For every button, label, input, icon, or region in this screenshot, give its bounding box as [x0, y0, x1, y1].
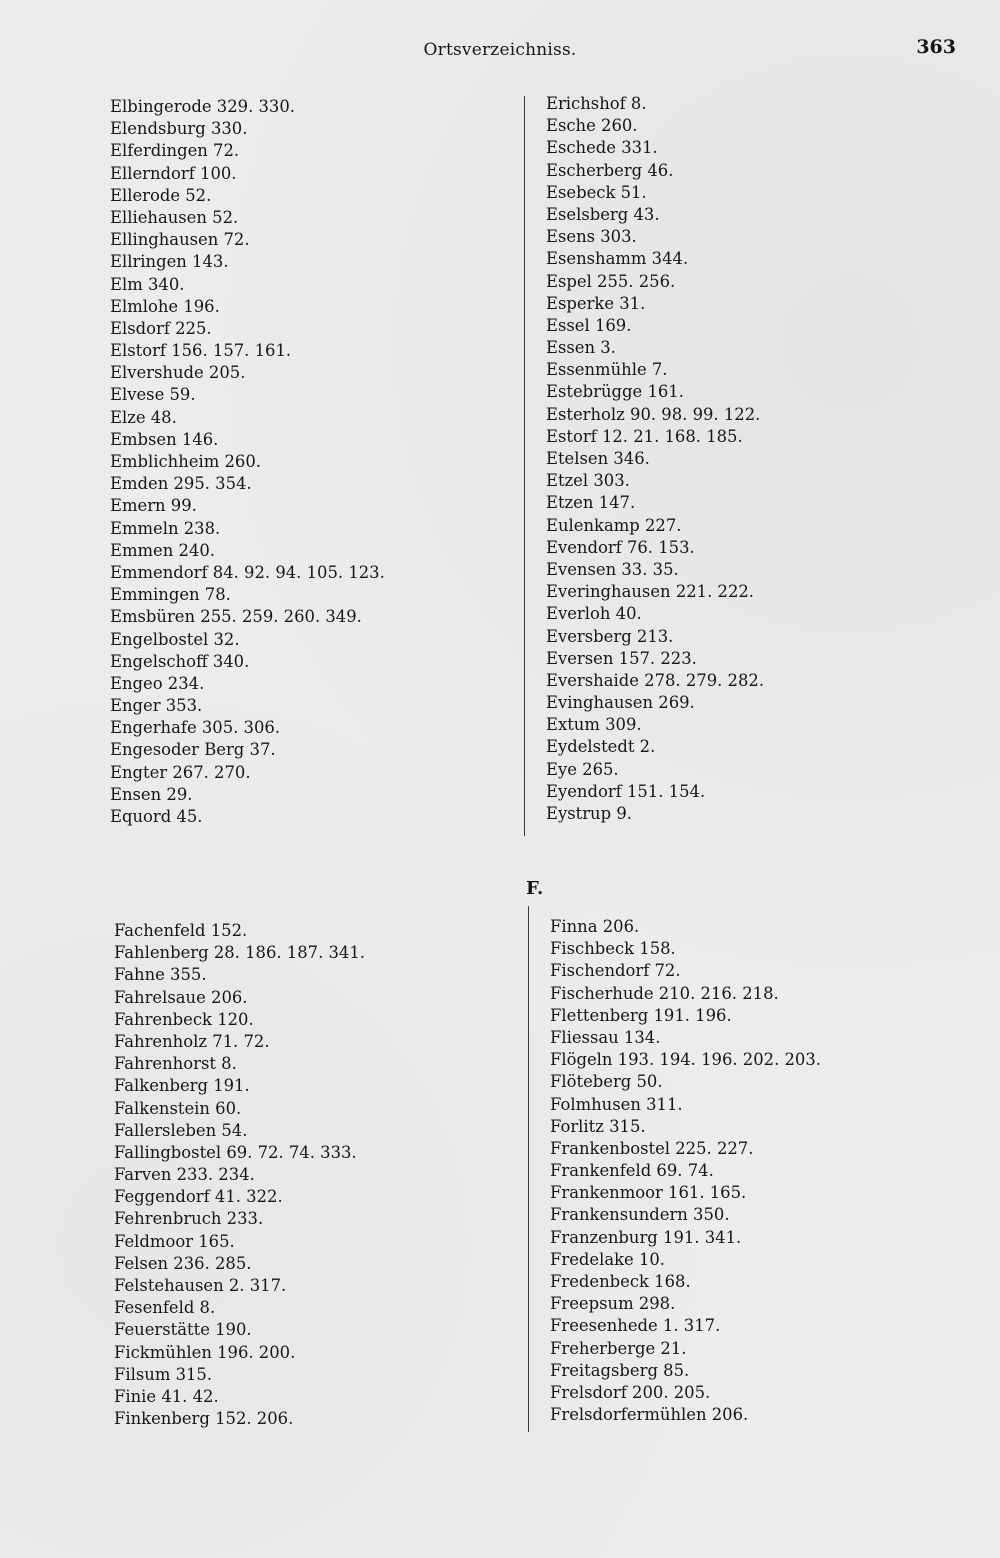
index-entry: Eydelstedt 2.: [546, 737, 656, 757]
index-entry: Finkenberg 152. 206.: [114, 1409, 294, 1429]
index-entry: Forlitz 315.: [550, 1116, 646, 1136]
index-entry: Ellerode 52.: [110, 185, 212, 205]
index-entry: Filsum 315.: [114, 1364, 213, 1384]
index-entry: Fahlenberg 28. 186. 187. 341.: [114, 943, 365, 963]
index-entry: Finna 206.: [550, 917, 640, 936]
index-entry: Feldmoor 165.: [114, 1231, 235, 1251]
index-entry: Fischendorf 72.: [550, 961, 681, 981]
index-entry: Falkenberg 191.: [114, 1076, 250, 1096]
index-entry: Elmlohe 196.: [110, 296, 220, 316]
index-entry: Freitagsberg 85.: [550, 1360, 690, 1380]
index-entry: Elm 340.: [110, 274, 185, 294]
index-entry: Fahrenbeck 120.: [114, 1009, 254, 1029]
index-entry: Eversberg 213.: [546, 626, 674, 646]
index-entry: Fahrenholz 71. 72.: [114, 1031, 270, 1051]
index-entry: Engelbostel 32.: [110, 629, 240, 649]
index-entry: Elbingerode 329. 330.: [110, 97, 295, 116]
index-column-f-left: [114, 920, 365, 1430]
index-column-e-right: [546, 93, 764, 825]
index-entry: Frankensundern 350.: [550, 1205, 730, 1225]
index-entry: Fredelake 10.: [550, 1249, 666, 1269]
index-entry: Emsbüren 255. 259. 260. 349.: [110, 607, 362, 627]
index-entry: Esebeck 51.: [546, 182, 647, 202]
index-entry: Fischbeck 158.: [550, 939, 676, 959]
index-entry: Escherberg 46.: [546, 160, 674, 180]
index-entry: Esenshamm 344.: [546, 249, 689, 269]
index-entry: Elvershude 205.: [110, 363, 246, 383]
index-column-e-left: [110, 96, 385, 828]
index-entry: Evensen 33. 35.: [546, 559, 679, 579]
index-entry: Elliehausen 52.: [110, 207, 239, 227]
index-entry: Emmen 240.: [110, 540, 216, 560]
index-entry: Fesenfeld 8.: [114, 1298, 216, 1318]
index-entry: Eye 265.: [546, 759, 619, 779]
index-entry: Etzen 147.: [546, 493, 636, 513]
index-entry: Ellinghausen 72.: [110, 230, 250, 250]
index-entry: Evendorf 76. 153.: [546, 537, 695, 557]
index-entry: Extum 309.: [546, 715, 642, 735]
index-entry: Fallingbostel 69. 72. 74. 333.: [114, 1142, 357, 1162]
index-entry: Embsen 146.: [110, 429, 219, 449]
index-entry: Fahrenhorst 8.: [114, 1054, 237, 1074]
index-entry: Equord 45.: [110, 807, 203, 826]
index-entry: Elvese 59.: [110, 385, 196, 405]
index-entry: Folmhusen 311.: [550, 1094, 683, 1114]
index-entry: Essen 3.: [546, 338, 616, 358]
index-entry: Esterholz 90. 98. 99. 122.: [546, 404, 761, 424]
index-entry: Evinghausen 269.: [546, 693, 695, 713]
index-entry: Elze 48.: [110, 407, 177, 427]
index-entry: Elstorf 156. 157. 161.: [110, 341, 292, 361]
index-entry: Everloh 40.: [546, 604, 642, 624]
column-divider-e: [524, 96, 525, 836]
index-entry: Erichshof 8.: [546, 94, 647, 113]
index-entry: Falkenstein 60.: [114, 1098, 242, 1118]
index-entry: Frankenbostel 225. 227.: [550, 1138, 754, 1158]
index-entry: Estorf 12. 21. 168. 185.: [546, 426, 743, 446]
index-entry: Elsdorf 225.: [110, 318, 212, 338]
index-entry: Eschede 331.: [546, 138, 658, 158]
index-entry: Freesenhede 1. 317.: [550, 1316, 721, 1336]
index-entry: Eyendorf 151. 154.: [546, 781, 706, 801]
index-entry: Fahrelsaue 206.: [114, 987, 248, 1007]
index-entry: Etelsen 346.: [546, 449, 650, 468]
index-entry: Emblichheim 260.: [110, 452, 261, 471]
page-number: 363: [916, 36, 956, 58]
index-entry: Freherberge 21.: [550, 1338, 687, 1358]
index-entry: Espel 255. 256.: [546, 271, 676, 291]
index-entry: Freepsum 298.: [550, 1294, 676, 1314]
index-entry: Eystrup 9.: [546, 804, 632, 823]
index-entry: Frankenmoor 161. 165.: [550, 1183, 747, 1203]
index-entry: Felstehausen 2. 317.: [114, 1276, 287, 1295]
index-entry: Fredenbeck 168.: [550, 1272, 691, 1291]
index-entry: Engesoder Berg 37.: [110, 740, 276, 760]
index-entry: Fickmühlen 196. 200.: [114, 1342, 296, 1362]
index-entry: Enger 353.: [110, 696, 203, 716]
index-entry: Emden 295. 354.: [110, 474, 252, 494]
index-entry: Frankenfeld 69. 74.: [550, 1161, 714, 1181]
index-entry: Feuerstätte 190.: [114, 1320, 252, 1340]
index-entry: Essel 169.: [546, 315, 632, 335]
index-entry: Finie 41. 42.: [114, 1386, 219, 1406]
column-divider-f: [528, 906, 529, 1432]
index-column-f-right: [550, 916, 821, 1426]
index-entry: Flögeln 193. 194. 196. 202. 203.: [550, 1050, 821, 1070]
index-entry: Farven 233. 234.: [114, 1165, 255, 1185]
index-entry: Flöteberg 50.: [550, 1072, 663, 1092]
index-entry: Evershaide 278. 279. 282.: [546, 670, 765, 690]
index-entry: Flettenberg 191. 196.: [550, 1005, 732, 1025]
section-letter-f: F.: [526, 878, 544, 899]
index-entry: Fallersleben 54.: [114, 1120, 248, 1140]
index-entry: Fischerhude 210. 216. 218.: [550, 983, 779, 1003]
index-entry: Everinghausen 221. 222.: [546, 582, 755, 602]
index-entry: Eulenkamp 227.: [546, 515, 682, 535]
index-entry: Ellerndorf 100.: [110, 163, 237, 183]
index-entry: Fliessau 134.: [550, 1027, 661, 1047]
index-entry: Engeo 234.: [110, 673, 205, 693]
index-entry: Fehrenbruch 233.: [114, 1209, 264, 1229]
index-entry: Frelsdorfermühlen 206.: [550, 1405, 749, 1425]
index-entry: Feggendorf 41. 322.: [114, 1187, 283, 1207]
index-entry: Ensen 29.: [110, 784, 193, 804]
index-entry: Emmeln 238.: [110, 518, 221, 538]
index-entry: Elferdingen 72.: [110, 141, 240, 161]
index-entry: Engerhafe 305. 306.: [110, 718, 281, 738]
running-header-title: Ortsverzeichniss.: [423, 40, 577, 60]
index-entry: Etzel 303.: [546, 471, 630, 491]
index-entry: Elendsburg 330.: [110, 119, 248, 139]
index-entry: Eversen 157. 223.: [546, 648, 697, 668]
index-entry: Engter 267. 270.: [110, 762, 251, 782]
index-entry: Fachenfeld 152.: [114, 921, 248, 940]
index-entry: Estebrügge 161.: [546, 382, 684, 402]
index-entry: Emmingen 78.: [110, 585, 231, 605]
index-entry: Fahne 355.: [114, 965, 207, 985]
index-entry: Esperke 31.: [546, 293, 646, 313]
index-entry: Essenmühle 7.: [546, 360, 668, 380]
index-entry: Esens 303.: [546, 227, 637, 247]
index-entry: Felsen 236. 285.: [114, 1253, 252, 1273]
index-entry: Frelsdorf 200. 205.: [550, 1382, 711, 1402]
index-entry: Emmendorf 84. 92. 94. 105. 123.: [110, 562, 385, 582]
index-entry: Emern 99.: [110, 496, 197, 516]
index-entry: Ellringen 143.: [110, 252, 229, 272]
index-entry: Eselsberg 43.: [546, 204, 660, 224]
index-entry: Engelschoff 340.: [110, 651, 250, 671]
index-entry: Franzenburg 191. 341.: [550, 1227, 742, 1247]
index-entry: Esche 260.: [546, 116, 638, 136]
